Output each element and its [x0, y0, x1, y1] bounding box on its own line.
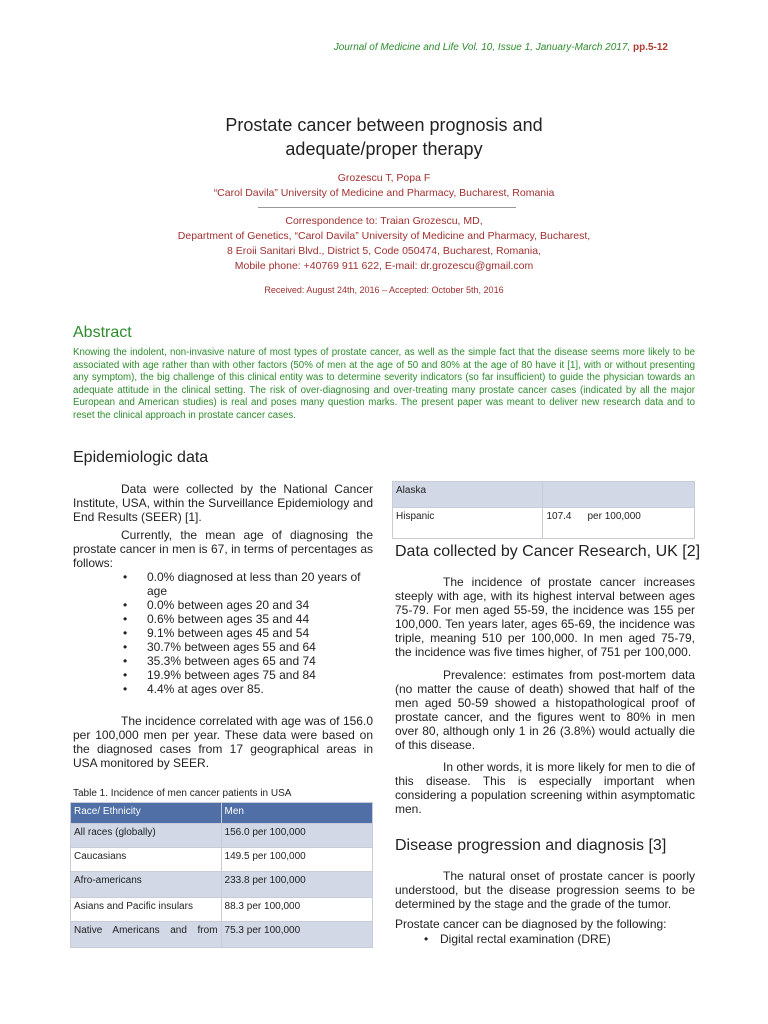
- bullet-icon: •: [123, 570, 128, 584]
- journal-header: [334, 42, 668, 53]
- list-item: • 9.1% between ages 45 and 54: [123, 626, 310, 640]
- abstract-text: Knowing the indolent, non-invasive nature of most types of prostate cancer, as well as the simple fact that the disease seems more likely to be associated with age rather than with other factors (50% of men at the age of 50 and 80% at the age of 80 have it [1], with or without presenting any symptom), the big challenge of this clinical entity was to determine severity indicators (so far insufficient) to guide the physician towards an adequate attitude in the clinical setting. The risk of over-diagnosing and over-treating many prostate cancer cases (indicated by all the major European and American studies) is real and poses many question marks. The present paper was meant to deliver new research data and to reset the clinical approach in prostate cancer cases.: [73, 347, 695, 421]
- bullet-icon: •: [123, 668, 128, 682]
- correspondence-line-4: Mobile phone: +40769 911 622, E-mail: dr.grozescu@gmail.com: [234, 260, 534, 272]
- bullet-icon: •: [123, 612, 128, 626]
- incidence-table-continued: [392, 481, 695, 539]
- table-caption: Table 1. Incidence of men cancer patients in USA: [73, 788, 292, 799]
- table-row: Native Americans and from 75.3 per 100,000: [71, 922, 373, 948]
- correspondence: [0, 214, 768, 274]
- table-header-row: [71, 803, 373, 824]
- bullet-icon: •: [123, 626, 128, 640]
- progression-paragraph-1: The natural onset of prostate cancer is poorly understood, but the disease progression seems to be determined by the stage and the grade of the tumor.: [395, 869, 695, 911]
- list-item: • 0.6% between ages 35 and 44: [123, 612, 310, 626]
- abstract-heading: Abstract: [73, 324, 132, 341]
- authors: Grozescu T, Popa F: [337, 172, 431, 184]
- received-date: Received: August 24th, 2016 – Accepted: October 5th, 2016: [264, 285, 504, 295]
- cruk-paragraph-3: In other words, it is more likely for men to die of this disease. This is especially important when considering a population screening within asymptomatic men.: [395, 760, 695, 816]
- title-line-2: adequate/proper therapy: [285, 139, 483, 159]
- title-line-1: Prostate cancer between prognosis and: [225, 115, 543, 135]
- cruk-paragraph-1: The incidence of prostate cancer increases steeply with age, with its highest interval between ages 75-79. For men aged 55-59, the incidence was 155 per 100,000. Ten years later, ages 65-69, the incidence was triple, meaning 510 per 100,000. In men aged 75-79, the incidence was five times higher, of 751 per 100,000.: [395, 575, 695, 659]
- list-item: • 19.9% between ages 75 and 84: [123, 668, 316, 682]
- divider: [258, 207, 516, 208]
- bullet-icon: •: [123, 682, 128, 696]
- table-row: Caucasians 149.5 per 100,000: [71, 848, 373, 872]
- table-row: Alaska: [393, 482, 695, 508]
- diagnosis-bullet-list: [395, 932, 695, 946]
- correspondence-line-2: Department of Genetics, “Carol Davila” University of Medicine and Pharmacy, Bucharest,: [177, 230, 591, 242]
- bullet-icon: •: [123, 598, 128, 612]
- table-row: All races (globally) 156.0 per 100,000: [71, 824, 373, 848]
- list-item: • 0.0% between ages 20 and 34: [123, 598, 310, 612]
- table-row: Hispanic 107.4 per 100,000: [393, 508, 695, 539]
- journal-pages: pp.5-12: [632, 42, 668, 53]
- bullet-icon: •: [123, 654, 128, 668]
- affiliation: “Carol Davila” University of Medicine and Pharmacy, Bucharest, Romania: [213, 187, 555, 199]
- table-row: Asians and Pacific insulars 88.3 per 100,000: [71, 898, 373, 922]
- cruk-paragraph-2: Prevalence: estimates from post-mortem data (no matter the cause of death) showed that half of the men aged 50-59 showed a histopathological proof of prostate cancer, and the figures went to 80% in men over 80, although only 1 in 26 (3.8%) would actually die of this disease.: [395, 668, 695, 752]
- epi-paragraph-1: Data were collected by the National Cancer Institute, USA, within the Surveillance Epidemiology and End Results (SEER) [1].: [73, 482, 373, 524]
- list-item: • 4.4% at ages over 85.: [123, 682, 264, 696]
- age-bullet-list: [73, 570, 373, 696]
- journal-citation: Journal of Medicine and Life Vol. 10, Issue 1, January-March 2017,: [333, 42, 631, 53]
- epidemiologic-heading: Epidemiologic data: [73, 449, 209, 466]
- incidence-table: [70, 802, 373, 948]
- correspondence-line-3: 8 Eroii Sanitari Blvd., District 5, Code 050474, Bucharest, Romania,: [227, 245, 541, 257]
- epi-paragraph-2: Currently, the mean age of diagnosing the prostate cancer in men is 67, in terms of percentages as follows:: [73, 528, 373, 570]
- bullet-icon: •: [123, 640, 128, 654]
- list-item: • 35.3% between ages 65 and 74: [123, 654, 316, 668]
- table-row: Afro-americans 233.8 per 100,000: [71, 872, 373, 898]
- epi-paragraph-3: The incidence correlated with age was of 156.0 per 100,000 men per year. These data were based on the diagnosed cases from 17 geographical areas in USA monitored by SEER.: [73, 714, 373, 770]
- article-title: [0, 113, 768, 161]
- cruk-heading: Data collected by Cancer Research, UK [2]: [395, 543, 701, 560]
- header-race: Race/ Ethnicity: [71, 803, 222, 824]
- progression-heading: Disease progression and diagnosis [3]: [395, 837, 667, 854]
- correspondence-line-1: Correspondence to: Traian Grozescu, MD,: [285, 215, 483, 227]
- progression-paragraph-2: Prostate cancer can be diagnosed by the following:: [395, 917, 667, 931]
- header-men: Men: [221, 803, 372, 824]
- list-item: • 0.0% diagnosed at less than 20 years of age: [123, 570, 361, 598]
- list-item: • Digital rectal examination (DRE): [424, 932, 611, 946]
- bullet-icon: •: [424, 932, 429, 946]
- list-item: • 30.7% between ages 55 and 64: [123, 640, 316, 654]
